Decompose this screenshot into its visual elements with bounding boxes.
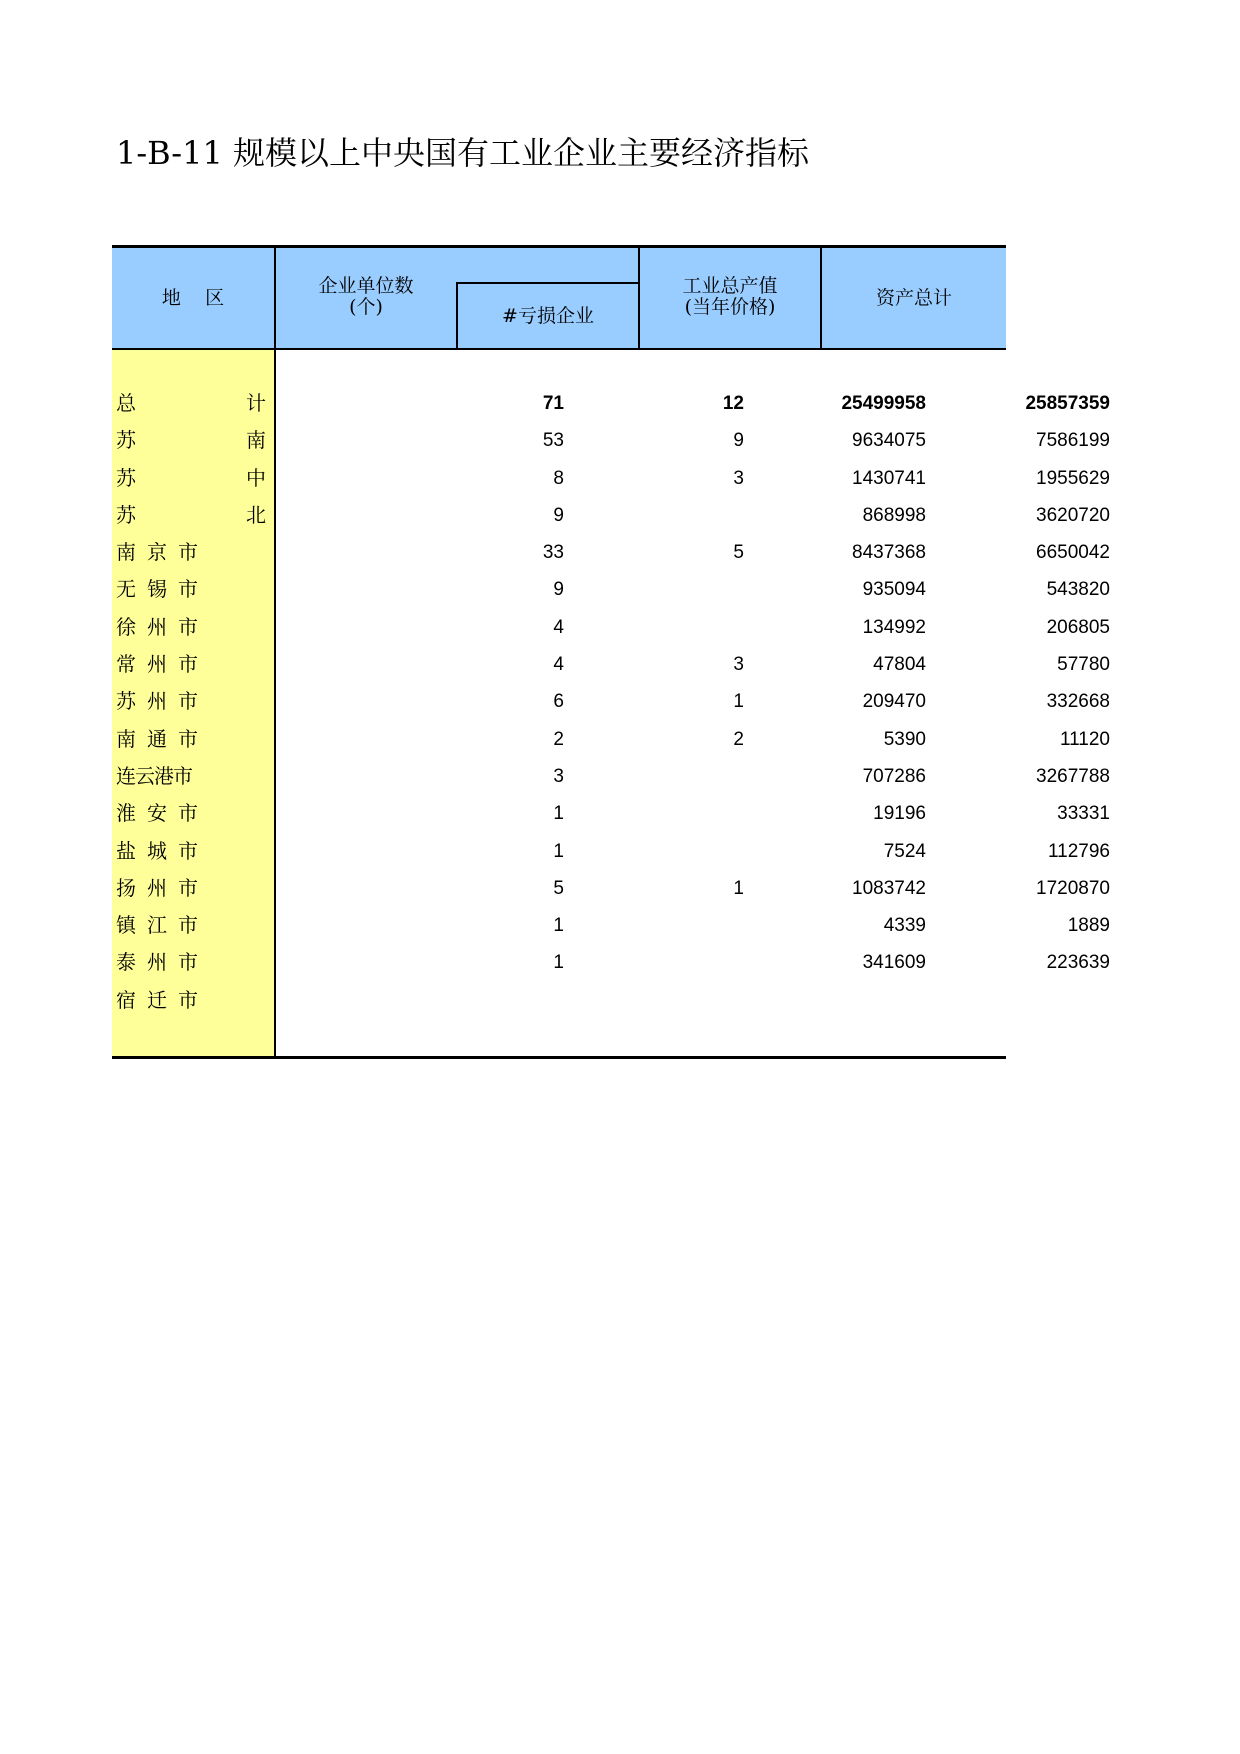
output-cell: 134992 — [862, 616, 926, 638]
output-cell: 47804 — [873, 654, 926, 676]
assets-cell: 57780 — [1057, 654, 1110, 676]
assets-cell: 112796 — [1048, 840, 1110, 862]
table-row — [112, 944, 1110, 981]
region-cell: 苏州市 — [116, 689, 198, 714]
output-cell: 19196 — [873, 803, 926, 825]
assets-cell: 3620720 — [1036, 504, 1110, 526]
output-cell: 7524 — [883, 840, 926, 862]
header-output-note: (当年价格) — [684, 296, 776, 318]
header-divider-assets — [820, 245, 822, 348]
units-cell: 1 — [553, 803, 564, 825]
page-title: 1-B-11 规模以上中央国有工业企业主要经济指标 — [116, 134, 809, 172]
table-row — [112, 870, 1110, 907]
assets-cell: 1889 — [1067, 915, 1110, 937]
table-body — [112, 385, 1110, 1019]
loss-cell: 2 — [733, 728, 744, 750]
table-row — [112, 646, 1110, 683]
table-row — [112, 833, 1110, 870]
loss-cell: 12 — [722, 393, 744, 414]
units-cell: 1 — [553, 915, 564, 937]
region-cell: 徐州市 — [116, 614, 198, 639]
units-cell: 8 — [553, 467, 564, 489]
header-divider-output — [638, 245, 640, 348]
loss-cell: 1 — [733, 691, 744, 713]
region-cell: 常州市 — [116, 652, 198, 677]
region-cell: 总计 — [116, 391, 266, 415]
units-cell: 53 — [542, 430, 564, 452]
statistics-table — [112, 245, 1110, 1058]
units-cell: 2 — [553, 728, 564, 750]
table-row — [112, 758, 1110, 795]
region-cell: 宿迁市 — [116, 987, 198, 1012]
units-cell: 9 — [553, 504, 564, 526]
assets-cell: 7586199 — [1036, 430, 1110, 452]
output-cell: 341609 — [862, 952, 926, 974]
output-cell: 707286 — [862, 765, 926, 787]
region-cell: 苏北 — [116, 502, 266, 527]
assets-cell: 25857359 — [1025, 393, 1110, 414]
header-region: 地 区 — [161, 287, 225, 309]
output-cell: 8437368 — [852, 542, 926, 564]
output-cell: 1083742 — [852, 877, 926, 899]
header-output — [640, 276, 820, 318]
table-row — [112, 497, 1110, 534]
assets-cell: 543820 — [1046, 579, 1110, 601]
output-cell: 25499958 — [841, 393, 926, 414]
assets-cell: 223639 — [1046, 952, 1110, 974]
region-cell: 连云港市 — [116, 763, 192, 788]
table-row-total — [112, 385, 1110, 422]
region-cell: 镇江市 — [116, 913, 198, 938]
output-cell: 935094 — [862, 579, 926, 601]
loss-cell: 1 — [733, 877, 744, 899]
assets-cell: 3267788 — [1036, 765, 1110, 787]
header-loss: #亏损企业 — [502, 305, 594, 327]
table-row — [112, 795, 1110, 832]
table-row — [112, 609, 1110, 646]
output-cell: 209470 — [862, 691, 926, 713]
table-row — [112, 683, 1110, 720]
region-cell: 扬州市 — [116, 875, 198, 900]
units-cell: 1 — [553, 952, 564, 974]
table-row — [112, 534, 1110, 571]
assets-cell: 6650042 — [1036, 542, 1110, 564]
output-cell: 5390 — [883, 728, 926, 750]
header-units — [276, 276, 456, 318]
table-row — [112, 460, 1110, 497]
table-row — [112, 571, 1110, 608]
units-cell: 9 — [553, 579, 564, 601]
loss-cell: 9 — [733, 430, 744, 452]
units-cell: 5 — [553, 877, 564, 899]
units-cell: 1 — [553, 840, 564, 862]
loss-cell: 3 — [733, 467, 744, 489]
region-cell: 泰州市 — [116, 950, 198, 975]
header-units-unit: (个) — [349, 296, 383, 318]
loss-cell: 3 — [733, 654, 744, 676]
region-cell: 南通市 — [116, 726, 198, 751]
region-cell: 淮安市 — [116, 801, 198, 826]
assets-cell: 1720870 — [1036, 877, 1110, 899]
units-cell: 4 — [553, 654, 564, 676]
units-cell: 4 — [553, 616, 564, 638]
region-cell: 盐城市 — [116, 838, 198, 863]
output-cell: 1430741 — [852, 467, 926, 489]
header-assets: 资产总计 — [875, 287, 952, 309]
table-bottom-rule — [112, 1056, 1006, 1059]
region-cell: 无锡市 — [116, 577, 198, 602]
units-cell: 3 — [553, 765, 564, 787]
units-cell: 71 — [542, 393, 564, 414]
table-row — [112, 721, 1110, 758]
assets-cell: 332668 — [1046, 691, 1110, 713]
units-cell: 6 — [553, 691, 564, 713]
assets-cell: 1955629 — [1036, 467, 1110, 489]
table-header — [112, 245, 1006, 350]
region-cell: 苏南 — [116, 428, 266, 453]
table-row — [112, 982, 1006, 1019]
table-row — [112, 907, 1110, 944]
table-row — [112, 422, 1110, 459]
header-subrule — [456, 282, 640, 284]
header-units-label: 企业单位数 — [318, 275, 414, 297]
units-cell: 33 — [542, 542, 564, 564]
output-cell: 9634075 — [852, 430, 926, 452]
loss-cell: 5 — [733, 542, 744, 564]
region-cell: 苏中 — [116, 465, 266, 490]
header-output-label: 工业总产值 — [682, 275, 778, 297]
region-cell: 南京市 — [116, 540, 198, 565]
assets-cell: 33331 — [1057, 803, 1110, 825]
header-divider-loss — [456, 282, 458, 348]
assets-cell: 206805 — [1046, 616, 1110, 638]
output-cell: 4339 — [883, 915, 926, 937]
output-cell: 868998 — [862, 504, 926, 526]
assets-cell: 11120 — [1059, 728, 1110, 750]
